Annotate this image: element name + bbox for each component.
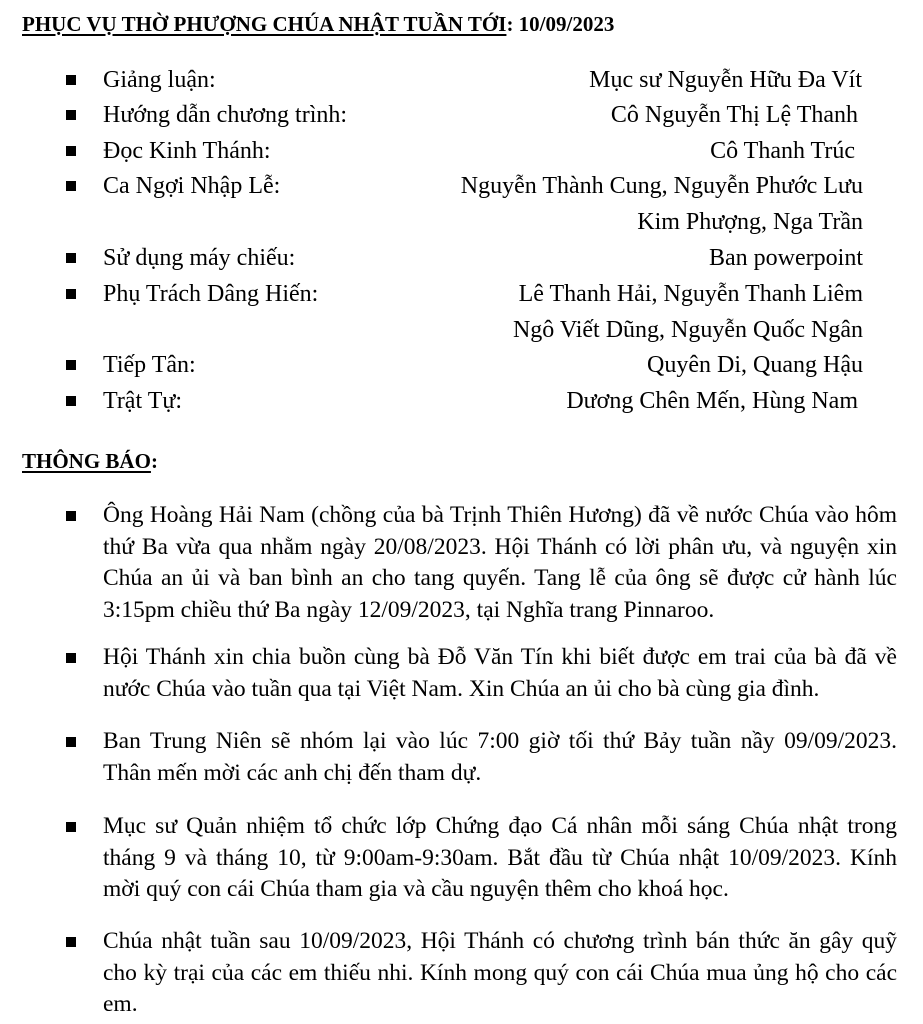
bullet-icon <box>66 289 76 299</box>
announcements-heading-title: THÔNG BÁO <box>22 449 151 473</box>
schedule-row-order <box>0 383 923 419</box>
announcement-text: Chúa nhật tuần sau 10/09/2023, Hội Thánh có chương trình bán thức ăn gây quỹ cho kỳ trại của các em thiếu nhi. Kính mong quý con cái Chúa mua ủng hộ cho các em. <box>103 928 897 1017</box>
schedule-row-offering <box>0 276 923 312</box>
bullet-icon <box>66 110 76 120</box>
bullet-icon <box>66 822 76 832</box>
bullet-icon <box>66 75 76 85</box>
schedule-row-preaching <box>0 62 923 98</box>
worship-heading <box>22 12 614 37</box>
schedule-label: Phụ Trách Dâng Hiến: <box>103 281 319 307</box>
bullet-icon <box>66 511 76 521</box>
announcements-heading <box>22 449 158 474</box>
schedule-label: Tiếp Tân: <box>103 352 196 378</box>
announcement-text: Ông Hoàng Hải Nam (chồng của bà Trịnh Thiên Hương) đã về nước Chúa vào hôm thứ Ba vừa qua nhằm ngày 20/08/2023. Hội Thánh có lời phân ưu, và nguyện xin Chúa an ủi và ban bình an cho tang quyến. Tang lễ của ông sẽ được cử hành lúc 3:15pm chiều thứ Ba ngày 12/09/2023, tại Nghĩa trang Pinnaroo. <box>103 502 897 623</box>
schedule-value: Lê Thanh Hải, Nguyễn Thanh Liêm <box>518 281 863 307</box>
worship-heading-date: : 10/09/2023 <box>506 12 615 36</box>
schedule-value: Kim Phượng, Nga Trần <box>637 209 863 235</box>
bullet-icon <box>66 146 76 156</box>
schedule-value: Quyên Di, Quang Hậu <box>647 352 863 378</box>
schedule-label: Hướng dẫn chương trình: <box>103 102 348 128</box>
schedule-label: Giảng luận: <box>103 67 216 93</box>
schedule-value: Mục sư Nguyễn Hữu Đa Vít <box>589 67 862 93</box>
schedule-row-offering-cont <box>0 312 923 348</box>
bullet-icon <box>66 937 76 947</box>
schedule-value: Cô Thanh Trúc <box>710 138 855 164</box>
bullet-icon <box>66 737 76 747</box>
schedule-row-scripture-reading <box>0 133 923 169</box>
announcement-text: Mục sư Quản nhiệm tổ chức lớp Chứng đạo Cá nhân mỗi sáng Chúa nhật trong tháng 9 và tháng 10, từ 9:00am-9:30am. Bắt đầu từ Chúa nhật 10/09/2023. Kính mời quý con cái Chúa tham gia và cầu nguyện thêm cho khoá học. <box>103 813 897 902</box>
schedule-value: Ngô Viết Dũng, Nguyễn Quốc Ngân <box>512 317 863 343</box>
schedule-row-program-guide <box>0 97 923 133</box>
announcements-heading-colon: : <box>150 449 158 473</box>
worship-heading-title: PHỤC VỤ THỜ PHƯỢNG CHÚA NHẬT TUẦN TỚI <box>22 12 507 36</box>
bullet-icon <box>66 253 76 263</box>
bullet-icon <box>66 181 76 191</box>
schedule-row-opening-praise <box>0 168 923 204</box>
schedule-value: Nguyễn Thành Cung, Nguyễn Phước Lưu <box>460 173 863 199</box>
bullet-icon <box>66 360 76 370</box>
schedule-label: Trật Tự: <box>103 388 183 414</box>
schedule-row-reception <box>0 347 923 383</box>
schedule-value: Cô Nguyễn Thị Lệ Thanh <box>610 102 858 128</box>
announcement-text: Hội Thánh xin chia buồn cùng bà Đỗ Văn Tín khi biết được em trai của bà đã về nước Chúa vào tuần qua tại Việt Nam. Xin Chúa an ủi cho bà cùng gia đình. <box>103 644 897 702</box>
bullet-icon <box>66 396 76 406</box>
schedule-row-projector <box>0 240 923 276</box>
schedule-row-opening-praise-cont <box>0 204 923 240</box>
schedule-label: Đọc Kinh Thánh: <box>103 138 271 164</box>
schedule-value: Ban powerpoint <box>709 245 863 271</box>
announcement-text: Ban Trung Niên sẽ nhóm lại vào lúc 7:00 giờ tối thứ Bảy tuần nầy 09/09/2023. Thân mến mời các anh chị đến tham dự. <box>103 728 897 786</box>
bullet-icon <box>66 653 76 663</box>
schedule-label: Sử dụng máy chiếu: <box>103 245 296 271</box>
schedule-value: Dương Chên Mến, Hùng Nam <box>566 388 858 414</box>
schedule-label: Ca Ngợi Nhập Lễ: <box>103 173 281 199</box>
